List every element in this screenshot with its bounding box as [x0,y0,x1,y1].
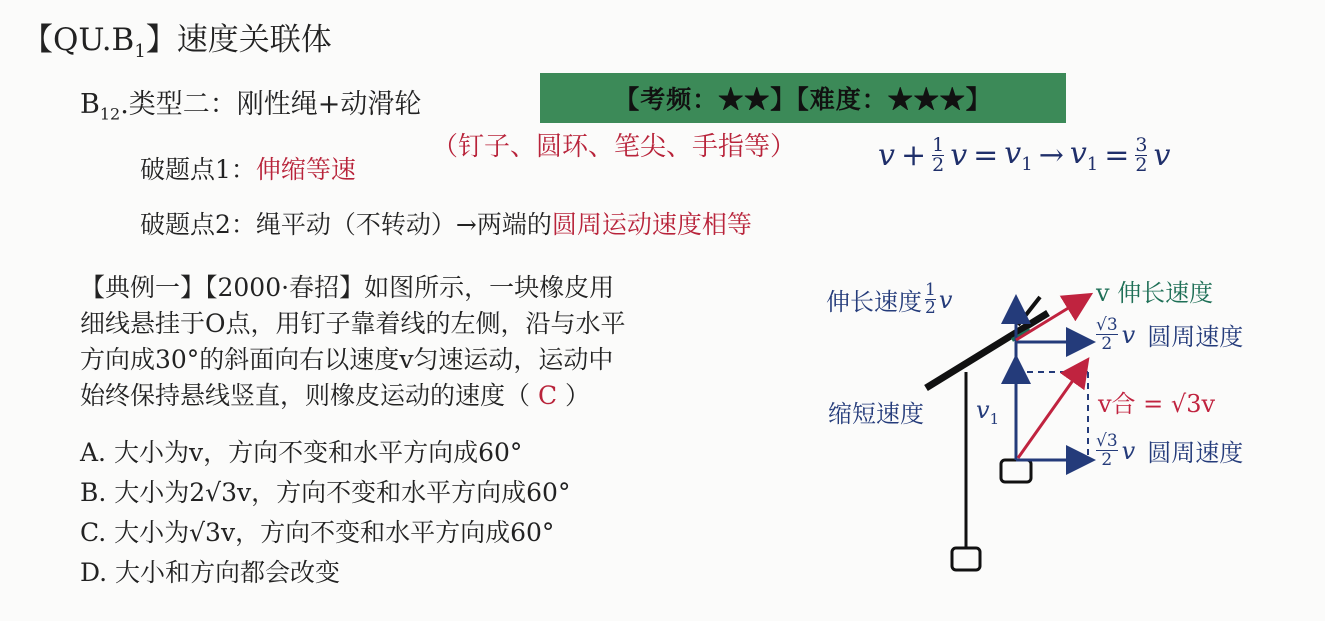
key-point-2-highlight: 圆周运动速度相等 [551,210,752,239]
question-line-4-close: ） [557,381,591,410]
section-code: B [80,89,100,120]
question-line-3: 方向成30°的斜面向右以速度v匀速运动，运动中 [80,345,614,374]
option-a: A. 大小为v，方向不变和水平方向成60° [80,438,523,467]
formula-v2: v [950,138,968,173]
shrink-text: 缩短速度 [828,400,924,428]
circ-num-top: √3 [1096,315,1118,335]
formula-v: v [878,138,895,173]
circular-speed-label-bottom [1096,432,1243,469]
circ-text-top: 圆周速度 [1147,323,1244,351]
question-line-4-text: 始终保持悬线竖直，则橡皮运动的速度（ [80,381,538,410]
v-stretch-arrow [1016,296,1088,340]
resultant-text: v合 = √3v [1098,390,1216,418]
fraction2-denominator: 2 [1135,154,1148,176]
half-fraction [925,282,936,317]
circ-v-top: v [1121,320,1136,349]
key-point-2-label: 破题点2：绳平动（不转动）→两端的 [140,210,552,239]
section-title-text: .类型二：刚性绳+动滑轮 [120,89,422,120]
key-point-1-highlight: 伸缩等速 [255,155,356,184]
fraction-numerator: 1 [932,134,945,156]
difficulty-badge: 【考频：★★】【难度：★★★】 [540,73,1066,123]
half-v: v [938,285,953,314]
circ-num-bottom: √3 [1096,431,1118,451]
eraser-moved [1001,460,1031,482]
title-suffix: 】速度关联体 [145,22,332,58]
formula-plus: + [900,138,927,173]
stretch-half-text: 伸长速度 [826,288,922,316]
v-stretch-text: v 伸长速度 [1096,279,1214,307]
title-subscript: 1 [134,41,146,63]
circ-fraction-bottom [1096,432,1118,469]
shrink-speed-label [828,394,924,429]
circ-fraction-top [1096,316,1118,353]
half-den: 2 [925,298,936,318]
v1-label [976,396,999,428]
incline-surface [926,313,1048,388]
answer-choice: C [537,381,558,410]
formula-v1-letter: v [1004,136,1022,171]
question-line-2: 细线悬挂于O点，用钉子靠着线的左侧，沿与水平 [80,309,626,338]
formula-equals: = [973,138,999,173]
key-point-1-label: 破题点1： [140,155,256,184]
resultant-velocity-arrow [1018,362,1086,458]
fraction-denominator: 2 [932,154,945,176]
section-code-sub: 12 [99,104,121,124]
circ-v-bottom: v [1121,436,1136,465]
option-b: B. 大小为2√3v，方向不变和水平方向成60° [80,478,571,507]
eraser-initial [952,548,980,570]
v-stretch-label [1096,273,1213,308]
fraction2-numerator: 3 [1135,134,1148,156]
formula-arrow: → [1038,138,1064,173]
key-point-1-examples: （钉子、圆环、笔尖、手指等） [432,132,797,162]
circular-speed-label-top [1096,316,1243,353]
resultant-velocity-label [1098,384,1215,419]
title-prefix: 【QU.B [22,22,135,58]
formula-equals-2: = [1104,138,1130,173]
formula-v1-sub: 1 [1021,154,1033,175]
question-line-1: 【典例一】【2000·春招】如图所示，一块橡皮用 [80,273,615,302]
v1-letter: v [976,396,990,424]
v1-sub: 1 [989,409,1000,428]
formula-v3: v [1153,138,1171,173]
option-c: C. 大小为√3v，方向不变和水平方向成60° [80,518,555,547]
formula-v1b-letter: v [1069,136,1087,171]
stretch-half-label [826,282,952,317]
circ-den-bottom: 2 [1101,450,1113,470]
circ-text-bottom: 圆周速度 [1147,439,1244,467]
option-d: D. 大小和方向都会改变 [80,558,341,587]
formula-v1b-sub: 1 [1086,154,1099,175]
half-num: 1 [925,280,936,300]
circ-den-top: 2 [1101,334,1113,354]
